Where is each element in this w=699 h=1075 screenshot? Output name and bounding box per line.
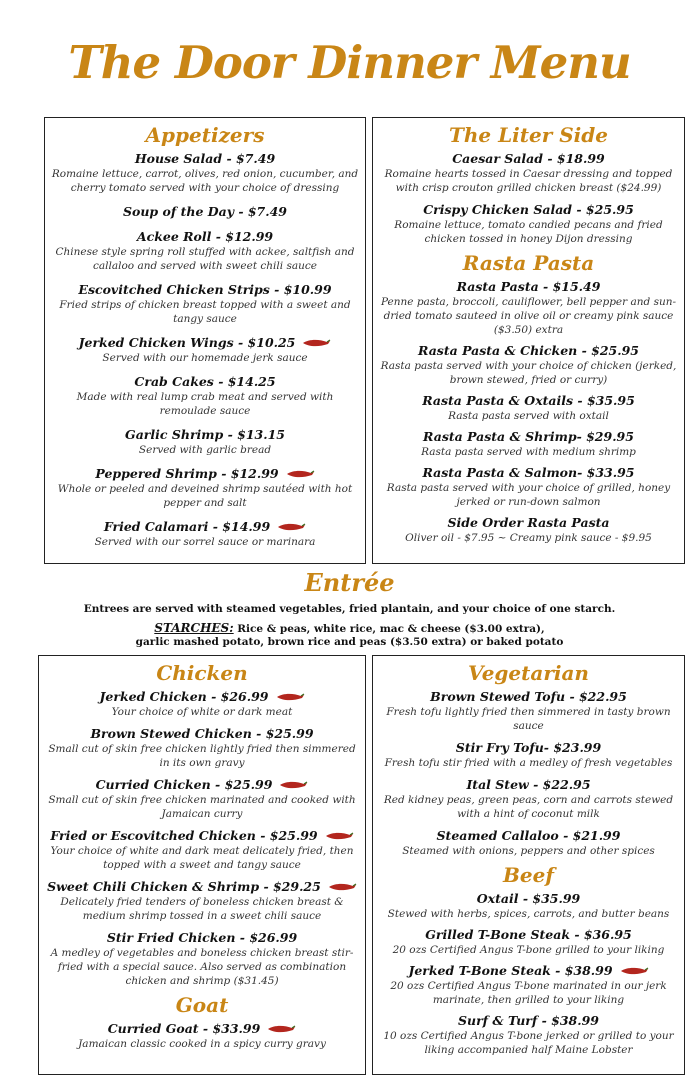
menu-item-name-text: Peppered Shrimp - $12.99 — [95, 466, 279, 481]
menu-item — [379, 774, 678, 821]
menu-item-description: Served with garlic bread — [138, 444, 272, 456]
menu-item — [379, 924, 678, 957]
menu-item-name-text: House Salad - $7.49 — [134, 151, 276, 166]
starches-text-1: Rice & peas, white rice, mac & cheese ($3.00 extra), — [233, 623, 545, 635]
menu-item — [379, 462, 678, 509]
menu-item-name-text: Jerked T-Bone Steak - $38.99 — [408, 963, 613, 978]
menu-item — [51, 279, 359, 326]
menu-item-name — [456, 739, 601, 756]
menu-item-description: Rasta pasta served with your choice of grilled, honey jerked or run-down salmon — [386, 482, 671, 508]
menu-item-description: Steamed with onions, peppers and other spices — [402, 845, 655, 857]
menu-item-name-text: Oxtail - $35.99 — [476, 891, 581, 906]
menu-item — [379, 888, 678, 921]
menu-item-name-text: Stir Fried Chicken - $26.99 — [106, 930, 298, 945]
menu-item-name — [47, 878, 357, 895]
menu-item-description: Served with our homemade jerk sauce — [102, 352, 308, 364]
menu-item-name — [100, 688, 305, 705]
menu-item-name — [452, 150, 605, 167]
menu-item-name — [108, 1020, 297, 1037]
menu-item — [379, 148, 678, 195]
menu-item-description: Your choice of white and dark meat delicately fried, then topped with a sweet and tangy sauce — [50, 845, 354, 871]
menu-item-name — [135, 150, 275, 167]
menu-item-name-text: Rasta Pasta & Shrimp- $29.95 — [423, 429, 634, 444]
menu-item-name-text: Rasta Pasta & Chicken - $25.95 — [418, 343, 639, 358]
menu-item-name — [90, 725, 313, 742]
vegetarian-box — [372, 655, 685, 1075]
menu-item — [51, 332, 359, 365]
entree-note: Entrees are served with steamed vegetables, fried plantain, and your choice of one starch. — [83, 603, 616, 615]
menu-item-description: Penne pasta, broccoli, cauliflower, bell pepper and sun-dried tomato sauteed in olive oil or creamy pink sauce ($3.50) extra — [380, 296, 677, 336]
menu-item — [379, 426, 678, 459]
rasta-pasta-title: Rasta Pasta — [462, 251, 595, 275]
menu-item-name — [125, 426, 285, 443]
menu-item-description: Small cut of skin free chicken marinated and cooked with Jamaican curry — [48, 794, 356, 820]
menu-item-name — [425, 926, 632, 943]
menu-item-name-text: Crispy Chicken Salad - $25.95 — [423, 202, 634, 217]
menu-item-name-text: Fried Calamari - $14.99 — [103, 519, 271, 534]
menu-item-description: Rasta pasta served with your choice of chicken (jerked, brown stewed, fried or curry) — [380, 360, 677, 386]
menu-item-description: Stewed with herbs, spices, carrots, and butter beans — [387, 908, 670, 920]
menu-item-name-text: Rasta Pasta & Salmon- $33.95 — [422, 465, 635, 480]
menu-item — [379, 960, 678, 1007]
menu-item-description: 10 ozs Certified Angus T-bone jerked or grilled to your liking accompanied half Maine Lobster — [383, 1030, 674, 1056]
starches-label: STARCHES: — [154, 621, 234, 635]
menu-item — [51, 463, 359, 510]
hot-pepper-icon — [266, 1024, 296, 1034]
beef-list — [379, 888, 678, 1057]
vegetarian-title: Vegetarian — [468, 661, 589, 685]
goat-title: Goat — [175, 993, 229, 1017]
menu-item-name-text: Caesar Salad - $18.99 — [452, 151, 605, 166]
menu-item-name — [408, 962, 648, 979]
menu-item-description: Jamaican classic cooked in a spicy curry gravy — [78, 1038, 326, 1050]
menu-item-description: 20 ozs Certified Angus T-bone grilled to your liking — [392, 944, 665, 956]
menu-item-name — [447, 514, 609, 531]
menu-item-name — [423, 201, 634, 218]
hot-pepper-icon — [276, 522, 306, 532]
menu-item — [379, 1010, 678, 1057]
menu-item-name-text: Soup of the Day - $7.49 — [122, 204, 287, 219]
menu-item-name — [422, 464, 634, 481]
menu-item — [51, 148, 359, 195]
hot-pepper-icon — [275, 692, 305, 702]
menu-item-name — [134, 373, 275, 390]
menu-item-description: Fresh tofu lightly fried then simmered in tasty brown sauce — [386, 706, 671, 732]
menu-item-name — [477, 890, 580, 907]
beef-title: Beef — [503, 863, 554, 887]
liter-side-title: The Liter Side — [449, 123, 608, 147]
menu-item-name — [137, 228, 273, 245]
chicken-box — [38, 655, 366, 1075]
hot-pepper-icon — [619, 966, 649, 976]
menu-item — [51, 201, 359, 220]
menu-item-description: Oliver oil - $7.95 ~ Creamy pink sauce - $9.95 — [405, 532, 652, 544]
menu-item-description: Chinese style spring roll stuffed with ackee, saltfish and callaloo and served with sweet chili sauce — [55, 246, 355, 272]
entree-title: Entrée — [304, 568, 395, 597]
menu-item-name-text: Rasta Pasta & Oxtails - $35.95 — [422, 393, 635, 408]
menu-item — [379, 340, 678, 387]
menu-item-name — [457, 278, 601, 295]
starches-line-2: garlic mashed potato, brown rice and peas ($3.50 extra) or baked potato — [135, 636, 564, 648]
menu-item-description: Delicately fried tenders of boneless chicken breast & medium shrimp tossed in a sweet chili sauce — [60, 896, 344, 922]
menu-item-description: Romaine hearts tossed in Caesar dressing and topped with crisp crouton grilled chicken breast ($24.99) — [384, 168, 673, 194]
hot-pepper-icon — [327, 882, 357, 892]
menu-item-name — [104, 518, 306, 535]
menu-item — [379, 825, 678, 858]
menu-item-name-text: Brown Stewed Chicken - $25.99 — [90, 726, 314, 741]
menu-item-description: Whole or peeled and deveined shrimp sautéed with hot pepper and salt — [57, 483, 353, 509]
hot-pepper-icon — [324, 831, 354, 841]
rasta-pasta-list — [379, 276, 678, 545]
menu-item-name — [79, 334, 332, 351]
menu-item-name-text: Fried or Escovitched Chicken - $25.99 — [50, 828, 318, 843]
menu-item-description: Small cut of skin free chicken lightly fried then simmered in its own gravy — [48, 743, 356, 769]
menu-item-name — [437, 827, 621, 844]
menu-item-name-text: Sweet Chili Chicken & Shrimp - $29.25 — [47, 879, 321, 894]
menu-item — [45, 825, 359, 872]
menu-item — [379, 512, 678, 545]
menu-item — [51, 226, 359, 273]
menu-item-name — [423, 428, 634, 445]
appetizers-box — [44, 117, 366, 564]
menu-item-name — [418, 342, 639, 359]
menu-item-description: Fresh tofu stir fried with a medley of fresh vegetables — [384, 757, 673, 769]
menu-item-name-text: Escovitched Chicken Strips - $10.99 — [78, 282, 332, 297]
menu-item-name — [123, 203, 287, 220]
menu-item-name-text: Garlic Shrimp - $13.15 — [125, 427, 285, 442]
menu-item — [45, 927, 359, 988]
menu-item-description: Your choice of white or dark meat — [111, 706, 293, 718]
hot-pepper-icon — [285, 469, 315, 479]
menu-item — [45, 876, 359, 923]
menu-item — [51, 424, 359, 457]
menu-item-description: Rasta pasta served with oxtail — [448, 410, 609, 422]
menu-item-name-text: Jerked Chicken Wings - $10.25 — [78, 335, 296, 350]
menu-item — [45, 774, 359, 821]
menu-item-description: A medley of vegetables and boneless chicken breast stir-fried with a special sauce. Also served as combination chicken and shrimp ($31.45) — [50, 947, 354, 987]
menu-item-name-text: Ital Stew - $22.95 — [466, 777, 591, 792]
menu-item-name-text: Side Order Rasta Pasta — [447, 515, 610, 530]
chicken-list — [45, 686, 359, 988]
starches-line-1 — [0, 621, 699, 635]
menu-item-name-text: Stir Fry Tofu- $23.99 — [455, 740, 602, 755]
menu-item-description: 20 ozs Certified Angus T-bone marinated in our jerk marinate, then grilled to your liking — [390, 980, 667, 1006]
appetizers-list — [51, 148, 359, 549]
chicken-title: Chicken — [156, 661, 248, 685]
menu-item-name-text: Crab Cakes - $14.25 — [134, 374, 276, 389]
menu-item-name-text: Curried Chicken - $25.99 — [95, 777, 273, 792]
hot-pepper-icon — [301, 338, 331, 348]
menu-item-name-text: Brown Stewed Tofu - $22.95 — [430, 689, 627, 704]
goat-list — [45, 1018, 359, 1051]
menu-item-name-text: Surf & Turf - $38.99 — [457, 1013, 599, 1028]
menu-item — [51, 516, 359, 549]
menu-item — [51, 371, 359, 418]
menu-item — [45, 686, 359, 719]
menu-item-description: Made with real lump crab meat and served with remoulade sauce — [76, 391, 334, 417]
menu-item-description: Fried strips of chicken breast topped with a sweet and tangy sauce — [59, 299, 351, 325]
menu-item — [379, 737, 678, 770]
menu-item-name — [458, 1012, 599, 1029]
menu-item-name — [107, 929, 297, 946]
menu-item-description: Rasta pasta served with medium shrimp — [421, 446, 636, 458]
menu-item — [379, 390, 678, 423]
menu-item-name — [96, 776, 309, 793]
menu-title: The Door Dinner Menu — [68, 36, 631, 89]
menu-item-name — [95, 465, 314, 482]
menu-item-name-text: Steamed Callaloo - $21.99 — [436, 828, 621, 843]
menu-item — [379, 686, 678, 733]
liter-side-box — [372, 117, 685, 564]
menu-item-name-text: Rasta Pasta - $15.49 — [456, 279, 601, 294]
menu-item-name-text: Ackee Roll - $12.99 — [136, 229, 274, 244]
menu-item-name-text: Curried Goat - $33.99 — [107, 1021, 261, 1036]
menu-item-description: Red kidney peas, green peas, corn and carrots stewed with a hint of coconut milk — [383, 794, 674, 820]
menu-item — [379, 199, 678, 246]
menu-item-name — [466, 776, 590, 793]
appetizers-title: Appetizers — [145, 123, 265, 147]
menu-item — [45, 723, 359, 770]
menu-item-name-text: Grilled T-Bone Steak - $36.95 — [425, 927, 632, 942]
menu-item-name — [430, 688, 627, 705]
menu-item-description: Romaine lettuce, tomato candied pecans and fried chicken tossed in honey Dijon dressing — [394, 219, 663, 245]
menu-item — [45, 1018, 359, 1051]
liter-side-list — [379, 148, 678, 246]
menu-item-name — [422, 392, 635, 409]
menu-item-name — [50, 827, 353, 844]
menu-item-name — [78, 281, 331, 298]
menu-item-name-text: Jerked Chicken - $26.99 — [99, 689, 269, 704]
menu-item-description: Served with our sorrel sauce or marinara — [94, 536, 316, 548]
vegetarian-list — [379, 686, 678, 858]
menu-item-description: Romaine lettuce, carrot, olives, red onion, cucumber, and cherry tomato served with your choice of dressing — [51, 168, 359, 194]
hot-pepper-icon — [278, 780, 308, 790]
menu-item — [379, 276, 678, 337]
